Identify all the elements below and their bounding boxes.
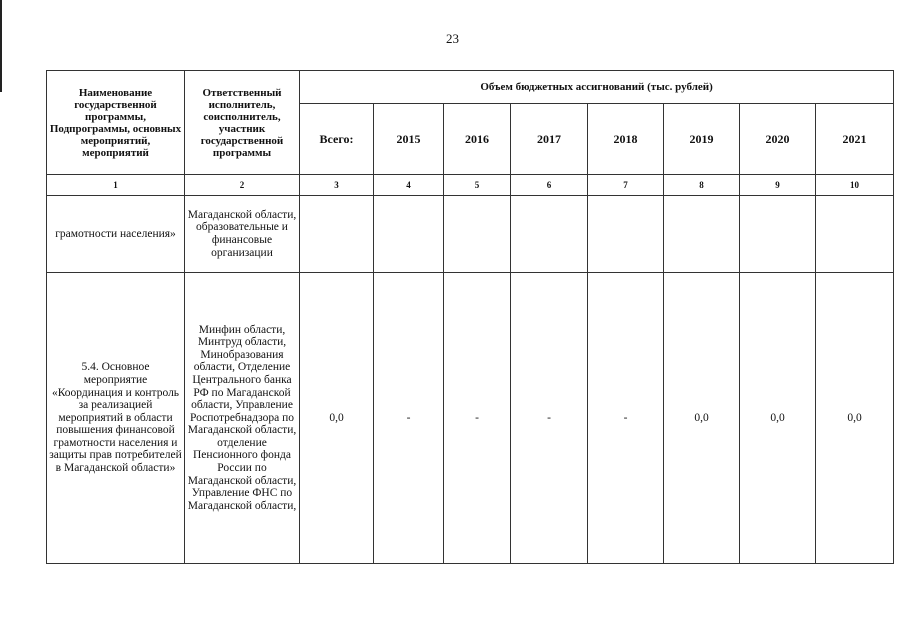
column-number: 6 [511, 175, 588, 196]
table-row [47, 273, 894, 564]
header-executor: Ответственный исполнитель, соисполнитель, участник государственной программы [185, 71, 300, 175]
value-cell [588, 196, 664, 273]
row-executor: Магаданской области, образовательные и финансовые организации [185, 196, 300, 273]
header-year: 2017 [511, 104, 588, 175]
value-cell: 0,0 [300, 273, 374, 564]
header-program-name: Наименование государственной программы, Подпрограммы, основных мероприятий, мероприятий [47, 71, 185, 175]
value-cell [816, 196, 894, 273]
header-budget-group: Объем бюджетных ассигнований (тыс. рублей) [300, 71, 894, 104]
column-number: 5 [444, 175, 511, 196]
column-number: 2 [185, 175, 300, 196]
column-number: 8 [664, 175, 740, 196]
value-cell: 0,0 [664, 273, 740, 564]
value-cell: 0,0 [740, 273, 816, 564]
column-number: 3 [300, 175, 374, 196]
value-cell [300, 196, 374, 273]
header-year: 2018 [588, 104, 664, 175]
column-number: 4 [374, 175, 444, 196]
row-executor: Минфин области, Минтруд области, Минобразования области, Отделение Центрального банка РФ по Магаданской области, Управление Роспотребнадзора по Магаданской области, отделение Пенсионного фонда России по Магаданской области, Управление ФНС по Магаданской области, [185, 273, 300, 564]
header-year: 2021 [816, 104, 894, 175]
column-number: 7 [588, 175, 664, 196]
table-row [47, 196, 894, 273]
value-cell [740, 196, 816, 273]
value-cell: - [374, 273, 444, 564]
column-number: 10 [816, 175, 894, 196]
header-year: 2015 [374, 104, 444, 175]
value-cell: - [588, 273, 664, 564]
column-number-row [47, 175, 894, 196]
value-cell [664, 196, 740, 273]
header-year: 2019 [664, 104, 740, 175]
header-year: 2016 [444, 104, 511, 175]
value-cell: 0,0 [816, 273, 894, 564]
row-name: грамотности населения» [47, 196, 185, 273]
value-cell [444, 196, 511, 273]
value-cell: - [511, 273, 588, 564]
column-number: 9 [740, 175, 816, 196]
column-number: 1 [47, 175, 185, 196]
header-total: Всего: [300, 104, 374, 175]
value-cell [511, 196, 588, 273]
page-number: 23 [446, 31, 459, 46]
value-cell [374, 196, 444, 273]
value-cell: - [444, 273, 511, 564]
header-year: 2020 [740, 104, 816, 175]
budget-table [46, 70, 894, 564]
row-name: 5.4. Основное мероприятие «Координация и контроль за реализацией мероприятий в области повышения финансовой грамотности населения и защиты прав потребителей в Магаданской области» [47, 273, 185, 564]
